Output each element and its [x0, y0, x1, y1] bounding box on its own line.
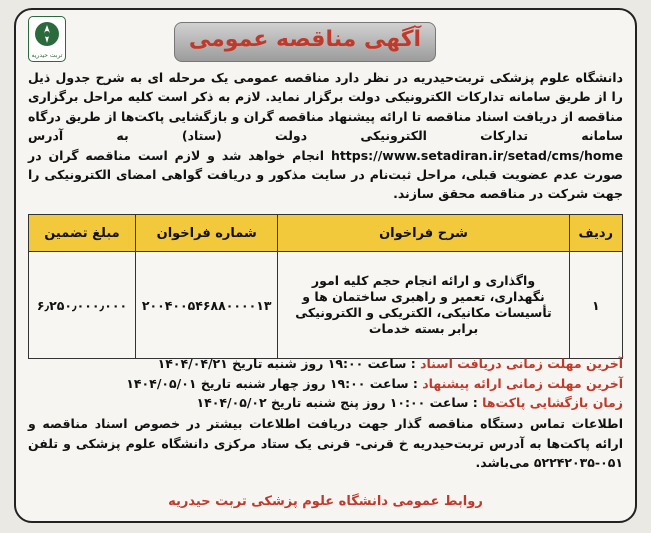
cell-row-num: ۱: [569, 252, 622, 359]
deadlines-section: [28, 354, 623, 413]
deadline-proposal: [28, 374, 623, 394]
col-header-call-number: شماره فراخوان: [135, 215, 278, 252]
deadline-opening-value: : ساعت ۱۰:۰۰ روز پنج شنبه تاریخ ۱۴۰۴/۰۵/۰۲: [196, 395, 478, 410]
emblem-icon: [33, 20, 61, 48]
intro-text-1: دانشگاه علوم پزشکی تربت‌حیدریه در نظر دارد مناقصه عمومی یک مرحله ای به شرح جدول ذیل را از طریق سامانه تدارکات الکترونیکی دولت برگزار نماید. لازم به ذکر است کلیه مراحل برگزاری مناقصه از دریافت اسناد مناقصه تا ارائه پیشنهاد مناقصه گران و بازگشایی پاکت‌ها از طریق درگاه سامانه تدارکات الکترونیکی دولت (ستاد) به آدرس: [28, 70, 623, 144]
logo-caption: تربت حیدریه: [31, 52, 63, 59]
deadline-opening-label: زمان بازگشایی پاکت‌ها: [482, 395, 623, 410]
deadline-opening: [28, 393, 623, 413]
setad-url-link[interactable]: https://www.setadiran.ir/setad/cms/home: [330, 147, 623, 163]
intro-text-2: انجام خواهد شد و لازم است مناقصه گران در صورت عدم عضویت قبلی، مراحل ثبت‌نام در سایت مذکور و دریافت گواهی امضای الکترونیکی را جهت شرکت در مناقصه محقق سازند.: [28, 147, 623, 202]
col-header-description: شرح فراخوان: [278, 215, 569, 252]
university-logo: [28, 16, 66, 62]
notice-frame: [14, 8, 637, 523]
table-header-row: [29, 215, 623, 252]
col-header-guarantee: مبلغ تضمین: [29, 215, 136, 252]
deadline-documents-value: : ساعت ۱۹:۰۰ روز شنبه تاریخ ۱۴۰۴/۰۴/۲۱: [157, 356, 416, 371]
col-header-row-num: ردیف: [569, 215, 622, 252]
deadline-documents: [28, 354, 623, 374]
deadline-proposal-value: : ساعت ۱۹:۰۰ روز چهار شنبه تاریخ ۱۴۰۴/۰۵/۰۱: [126, 375, 418, 391]
tender-table: [28, 214, 623, 359]
cell-guarantee: ۶٫۲۵۰٫۰۰۰٫۰۰۰: [29, 252, 136, 359]
deadline-documents-label: آخرین مهلت زمانی دریافت اسناد: [420, 356, 623, 371]
title-banner: [174, 22, 436, 62]
contact-paragraph: اطلاعات تماس دستگاه مناقصه گذار جهت دریافت اطلاعات بیشتر در خصوص اسناد مناقصه و ارائه پاکت‌ها به آدرس تربت‌حیدریه خ قرنی- قرنی یک ستاد مرکزی دانشگاه علوم پزشکی و تلفن ۰۵۱-۵۲۲۴۲۰۳۵ می‌باشد.: [28, 416, 623, 470]
intro-paragraph: [28, 68, 623, 204]
table-row: [29, 252, 623, 359]
page-title: آگهی مناقصه عمومی: [188, 27, 422, 52]
cell-description: واگذاری و ارائه انجام حجم کلیه امور نگهداری، تعمیر و راهبری ساختمان ها و تأسیسات مکانیکی، الکتریکی و الکترونیکی برابر بسته خدمات: [278, 252, 569, 359]
footer-signature: روابط عمومی دانشگاه علوم پزشکی تربت حیدریه: [168, 494, 483, 509]
cell-call-number: ۲۰۰۴۰۰۵۴۶۸۸۰۰۰۰۱۳: [135, 252, 278, 359]
deadline-proposal-label: آخرین مهلت زمانی ارائه پیشنهاد: [422, 375, 623, 391]
